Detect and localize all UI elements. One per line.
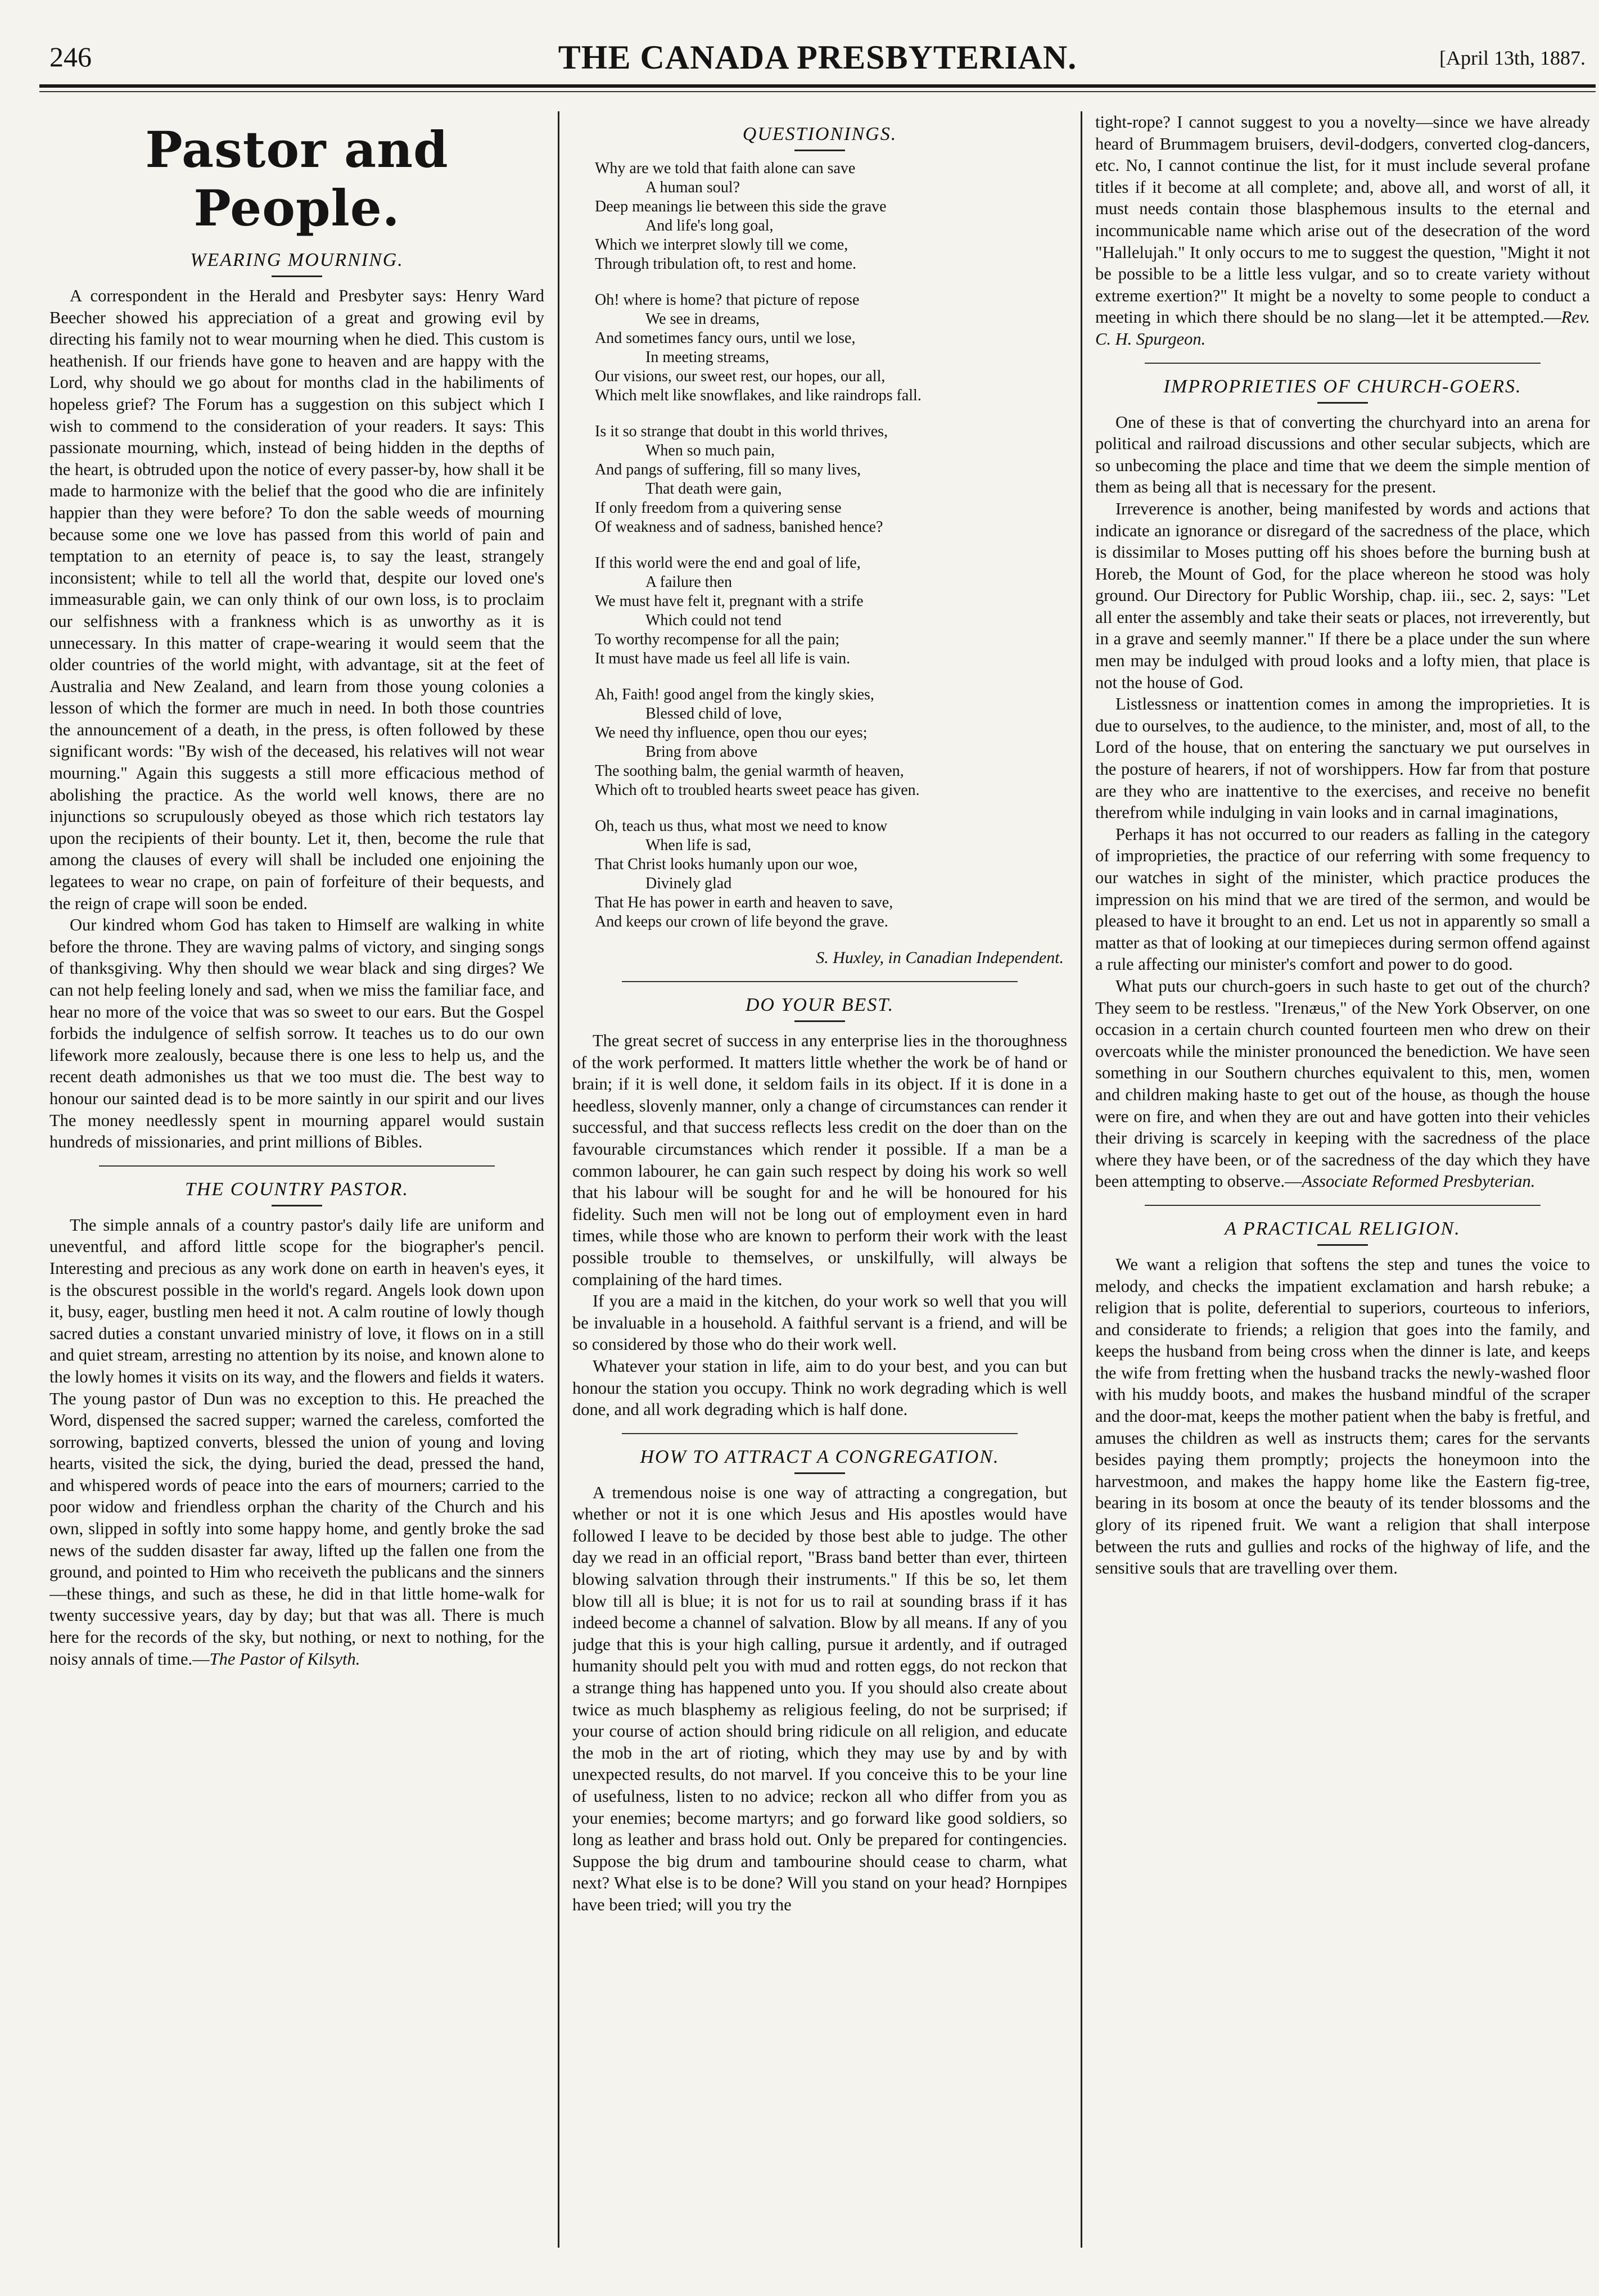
poem-line: Oh, teach us thus, what most we need to know: [595, 817, 888, 835]
poem-line: Oh! where is home? that picture of repose: [595, 291, 860, 309]
article-paragraph: What puts our church-goers in such haste to get out of the church? They seem to be restless. "Irenæus," of the New York Observer, on one occasion in a certain church counted fourteen men who drew on their overcoats while the minister pronounced the benediction. We have seen something in our Southern churches equivalent to this, men, women and children making haste to get out of the house, as though the house were on fire, and when they are out and have gotten into their vehicles their driving is scarcely in keeping with the sacredness of the place where they have been, or of the sacredness of the day which they have been attempting to observe.—Associate Reformed Presbyterian.: [1095, 976, 1590, 1191]
poem-line: Of weakness and of sadness, banished hence?: [595, 518, 883, 536]
poem-line: And sometimes fancy ours, until we lose,: [595, 329, 856, 347]
poem-line: Which oft to troubled hearts sweet peace has given.: [595, 781, 920, 799]
article-heading-questionings: QUESTIONINGS.: [742, 124, 897, 144]
poem-line: Which melt like snowflakes, and like raindrops fall.: [595, 387, 922, 404]
poem-line: Is it so strange that doubt in this world thrives,: [595, 423, 888, 440]
poem-line: We see in dreams,: [645, 310, 760, 328]
article-signature: The Pastor of Kilsyth.: [209, 1649, 360, 1669]
poem-line: In meeting streams,: [645, 349, 770, 366]
heading-rule: [272, 1205, 322, 1206]
article-paragraph: Perhaps it has not occurred to our readers as falling in the category of improprieties, the practice of our referring with some frequency to our watches in sight of the minister, which practice produces the impression on his mind that we are tired of the sermon, and would be pleased to have it brought to an end. Let us not in apparently so small a matter as that of looking at our timepieces during sermon offend against a rule affecting our minister's comfort and power to do good.: [1095, 824, 1590, 974]
column-3: [1095, 111, 1590, 2248]
article-separator: [622, 1433, 1018, 1434]
poem-line: If this world were the end and goal of life,: [595, 554, 861, 572]
poem-line: A human soul?: [645, 179, 740, 196]
article-heading-improprieties: IMPROPRIETIES OF CHURCH-GOERS.: [1163, 376, 1522, 397]
poem-stanza: [595, 159, 1067, 274]
poem-line: Which we interpret slowly till we come,: [595, 236, 848, 254]
article-heading-attract-congregation: HOW TO ATTRACT A CONGREGATION.: [640, 1446, 1000, 1467]
issue-date: [April 13th, 1887.: [1439, 47, 1586, 69]
heading-rule: [794, 1020, 845, 1022]
article-heading-wearing-mourning: WEARING MOURNING.: [190, 250, 404, 270]
column-2: [572, 111, 1067, 2248]
column-divider: [558, 111, 559, 2248]
poem-line: That Christ looks humanly upon our woe,: [595, 856, 858, 873]
article-paragraph: A tremendous noise is one way of attracting a congregation, but whether or not it is one which Jesus and His apostles would have followed I leave to be decided by those best able to judge. The other day we read in an official report, "Brass band better than ever, thirteen blowing salvation through their instruments." If this be so, let them blow till all is blue; it is not for us to rail at sounding brass if it has indeed become a channel of salvation. Blow by all means. If any of you judge that this is your high calling, pursue it ardently, and if outraged humanity should pelt you with mud and rotten eggs, do not reckon that a strange thing has happened unto you. If you should also create about twice as much blasphemy as religious feeling, do not be surprised; if your course of action should bring ridicule on all religion, and educate the mob in the art of rioting, which they may use by and by with unexpected results, do not marvel. If you conceive this to be your line of usefulness, listen to no advice; reckon all who differ from you as your enemies; become martyrs; and go forward like good soldiers, so long as leather and brass hold out. Only be prepared for contingencies. Suppose the big drum and tambourine should cease to charm, what next? What else is to be done? Will you stand on your head? Hornpipes have been tried; will you try the: [572, 1483, 1067, 1914]
article-paragraph: A correspondent in the Herald and Presbyter says: Henry Ward Beecher showed his appreciation of a great and growing evil by directing his family not to wear mourning when he died. This custom is heathenish. If our friends have gone to heaven and are happy with the Lord, why should we go about for months clad in the habiliments of hopeless grief? The Forum has a suggestion on this subject which I wish to commend to the consideration of your readers. It says: This passionate mourning, which, instead of being hidden in the depths of the heart, is obtruded upon the notice of every passer-by, how shall it be made to harmonize with the belief that the good who die are infinitely happier than they were before? To don the sable weeds of mourning because some one we love has passed from this world of pain and temptation to an eternity of peace is, to say the least, strangely inconsistent; while to tell all the world that, despite our loved one's immeasurable gain, we can only think of our own loss, is to proclaim our selfishness with a frankness which is as unworthy as it is unnecessary. In this matter of crape-wearing it would seem that the older countries of the world might, with advantage, sit at the feet of Australia and New Zealand, and learn from those young colonies a lesson of which the former are much in need. In both those countries the announcement of a death, in the press, is often followed by these significant words: "By wish of the deceased, his relatives will not wear mourning." Again this suggests a still more efficacious method of abolishing the practice. As the world well knows, there are no injunctions so scrupulously obeyed as those which rich testators lay upon the recipients of their bounty. Let it, then, become the rule that among the clauses of every will shall be included one enjoining the legatees to wear no crape, on pain of forfeiture of their bequests, and the reign of crape will soon be ended.: [49, 286, 544, 913]
masthead: [39, 33, 1596, 100]
masthead-rule: [39, 84, 1596, 88]
section-banner: Pastor and People.: [145, 120, 449, 237]
column-1: [49, 111, 544, 2248]
heading-rule: [1317, 402, 1368, 404]
article-separator: [99, 1165, 495, 1167]
article-paragraph: We want a religion that softens the step and tunes the voice to melody, and checks the impatient exclamation and harsh rebuke; a religion that is polite, deferential to superiors, courteous to inferiors, and considerate to friends; a religion that goes into the family, and keeps the husband from being cross when the dinner is late, and keeps the wife from fretting when the husband tracks the newly-washed floor with his muddy boots, and makes the husband mindful of the scraper and the door-mat, keeps the mother patient when the baby is fretful, and amuses the children as well as instructs them; cares for the servants besides paying them promptly; projects the honeymoon into the harvestmoon, and makes the happy home like the Eastern fig-tree, bearing in its bosom at once the beauty of its tender blossoms and the glory of its ripened fruit. We want a religion that shall interpose between the ruts and gullies and rocks of the highway of life, and the sensitive souls that are travelling over them.: [1095, 1254, 1590, 1578]
article-paragraph: One of these is that of converting the churchyard into an arena for political and railroad discussions and other secular subjects, which are so unbecoming the place and time that we deem the simple mention of them as being all that is necessary for the present.: [1095, 412, 1590, 497]
poem-line: To worthy recompense for all the pain;: [595, 631, 840, 648]
article-heading-country-pastor: THE COUNTRY PASTOR.: [185, 1178, 409, 1200]
poem-stanza: [595, 554, 1067, 668]
page-number: 246: [49, 41, 92, 73]
poem-line: If only freedom from a quivering sense: [595, 499, 842, 517]
poem-line: Deep meanings lie between this side the grave: [595, 198, 887, 215]
newspaper-page: [39, 33, 1596, 2281]
article-separator: [1145, 363, 1541, 364]
poem-line: Our visions, our sweet rest, our hopes, our all,: [595, 368, 886, 385]
article-paragraph: Our kindred whom God has taken to Himself are walking in white before the throne. They are waving palms of victory, and singing songs of thanksgiving. Why then should we wear black and sing dirges? We can not help feeling lonely and sad, when we miss the familiar face, and hear no more of the voice that was so sweet to our ears. But the Gospel forbids the indulgence of selfish sorrow. It teaches us to do our own lifework more zealously, because there is one less to help us, and the recent death admonishes us that we too must die. The best way to honour our sainted dead is to be more saintly in our spirit and our lives The money needlessly spent in mourning apparel would sustain hundreds of missionaries, and print millions of Bibles.: [49, 915, 544, 1152]
article-paragraph: If you are a maid in the kitchen, do your work so well that you will be invaluable in a household. A faithful servant is a friend, and will be so considered by those who do their work well.: [572, 1291, 1067, 1354]
poem-line: Bring from above: [645, 743, 758, 761]
article-paragraph: The great secret of success in any enterprise lies in the thoroughness of the work performed. It matters little whether the work be of hand or brain; if it is well done, it seldom fails in its object. If it is done in a heedless, slovenly manner, only a change of circumstances can render it successful, and that success reflects less credit on the doer than on the favourable circumstances which render it possible. If a man be a common labourer, he can gain such respect by doing his work so well that his labour will be sought for and he will be honoured for his fidelity. Such men will not be long out of employment even in hard times, while those who are known to perform their work with the least possible trouble to themselves, or unskilfully, will always be complaining of the hard times.: [572, 1031, 1067, 1289]
article-paragraph: The simple annals of a country pastor's daily life are uniform and uneventful, and afford little scope for the biographer's pencil. Interesting and precious as any work done on earth in heaven's eyes, it is the obscurest possible in the world's regard. Angels look down upon it, busy, eager, bustling men heed it not. A calm routine of lowly though sacred duties a constant unvaried ministry of love, it flows on in a still and quiet stream, arresting no attention by its noise, and known alone to the lowly homes it visits on its way, and the flowers and fields it waters. The young pastor of Dun was no exception to this. He preached the Word, dispensed the sacred supper; warned the careless, comforted the sorrowing, baptized converts, blessed the union of young and loving hearts, visited the sick, the dying, buried the dead, pressed the hand, and whispered words of peace into the ears of mourners; carried to the poor widow and friendless orphan the charity of the Church and his own, slipped in softly into some happy home, and gently broke the sad news of the sudden disaster far away, lifted up the fallen one from the ground, and pointed to Him who receiveth the publicans and the sinners—these things, and such as these, he did in that little home-walk for twenty successive years, day by day; but that was all. There is much here for the records of the sky, but nothing, or next to nothing, for the noisy annals of time.—The Pastor of Kilsyth.: [49, 1215, 544, 1669]
heading-rule: [794, 150, 845, 151]
article-paragraph-continued: tight-rope? I cannot suggest to you a novelty—since we have already heard of Brummagem bruisers, devil-dodgers, converted clog-dancers, etc. No, I cannot continue the list, for it must include several profane titles if it become at all complete; and, above all, and worst of all, it must needs contain those blasphemous insults to the eternal and incommunicable name which arise out of the desecration of the word "Hallelujah." It only occurs to me to suggest the question, "Might it not be possible to be a little less vulgar, and so to create variety without extreme exertion?" It might be a novelty to some people to conduct a meeting in which there should be no slang—let it be attempted.—Rev. C. H. Spurgeon.: [1095, 112, 1590, 349]
article-paragraph: Listlessness or inattention comes in among the improprieties. It is due to ourselves, to the audience, to the minister, and, most of all, to the Lord of the house, that on entering the sanctuary we put ourselves in the posture of hearers, if not of worshippers. How far from that posture are they who are inattentive to the exercises, and receive no benefit therefrom while indulging in vain looks and in carnal imaginations,: [1095, 694, 1590, 822]
poem-line: We must have felt it, pregnant with a strife: [595, 593, 864, 610]
masthead-rule-thin: [39, 91, 1596, 92]
poem-line: Ah, Faith! good angel from the kingly skies,: [595, 686, 874, 703]
poem-stanza: [595, 422, 1067, 537]
poem-line: It must have made us feel all life is vain.: [595, 650, 851, 667]
poem-line: That He has power in earth and heaven to save,: [595, 894, 893, 911]
poem-line: When so much pain,: [645, 442, 775, 459]
poem-line: That death were gain,: [645, 480, 782, 498]
poem-line: And keeps our crown of life beyond the grave.: [595, 913, 888, 930]
article-paragraph: Irreverence is another, being manifested by words and actions that indicate an ignorance or disregard of the sacredness of the place, which is dissimilar to Moses putting off his shoes before the burning bush at Horeb, the Mount of God, for the place whereon he stood was holy ground. Our Directory for Public Worship, chap. iii., sec. 2, says: "Let all enter the assembly and take their seats or places, not irreverently, but in a grave and seemly manner." If there be a place under the sun where men may be indulged with proud looks and a lofty mien, that place is not the house of God.: [1095, 499, 1590, 692]
poem-line: The soothing balm, the genial warmth of heaven,: [595, 762, 904, 780]
poem-line: When life is sad,: [645, 837, 752, 854]
article-separator: [1145, 1205, 1541, 1206]
poem-stanza: [595, 685, 1067, 800]
heading-rule: [794, 1472, 845, 1474]
heading-rule: [1317, 1244, 1368, 1246]
article-heading-practical-religion: A PRACTICAL RELIGION.: [1225, 1218, 1461, 1239]
poem-line: Which could not tend: [645, 612, 782, 629]
poem-stanza: [595, 291, 1067, 405]
poem: [595, 159, 1067, 932]
article-signature: Rev. C. H. Spurgeon.: [1095, 308, 1590, 349]
poem-line: Divinely glad: [645, 875, 732, 892]
newspaper-title: THE CANADA PRESBYTERIAN.: [558, 39, 1077, 76]
article-signature: Associate Reformed Presbyterian.: [1302, 1172, 1535, 1191]
poem-line: Why are we told that faith alone can save: [595, 160, 856, 177]
poem-line: And pangs of suffering, fill so many lives,: [595, 461, 861, 478]
article-paragraph: Whatever your station in life, aim to do your best, and you can but honour the station you occupy. Think no work degrading which is well done, and all work degrading which is half done.: [572, 1356, 1067, 1420]
column-divider: [1081, 111, 1082, 2248]
poem-line: Blessed child of love,: [645, 705, 782, 722]
article-signature: S. Huxley, in Canadian Independent.: [816, 948, 1064, 967]
poem-line: We need thy influence, open thou our eyes;: [595, 724, 868, 742]
poem-line: A failure then: [645, 573, 732, 591]
article-heading-do-your-best: DO YOUR BEST.: [745, 995, 895, 1015]
article-separator: [622, 981, 1018, 982]
poem-line: And life's long goal,: [645, 217, 774, 234]
poem-stanza: [595, 817, 1067, 932]
heading-rule: [272, 275, 322, 277]
poem-line: Through tribulation oft, to rest and home.: [595, 255, 857, 273]
